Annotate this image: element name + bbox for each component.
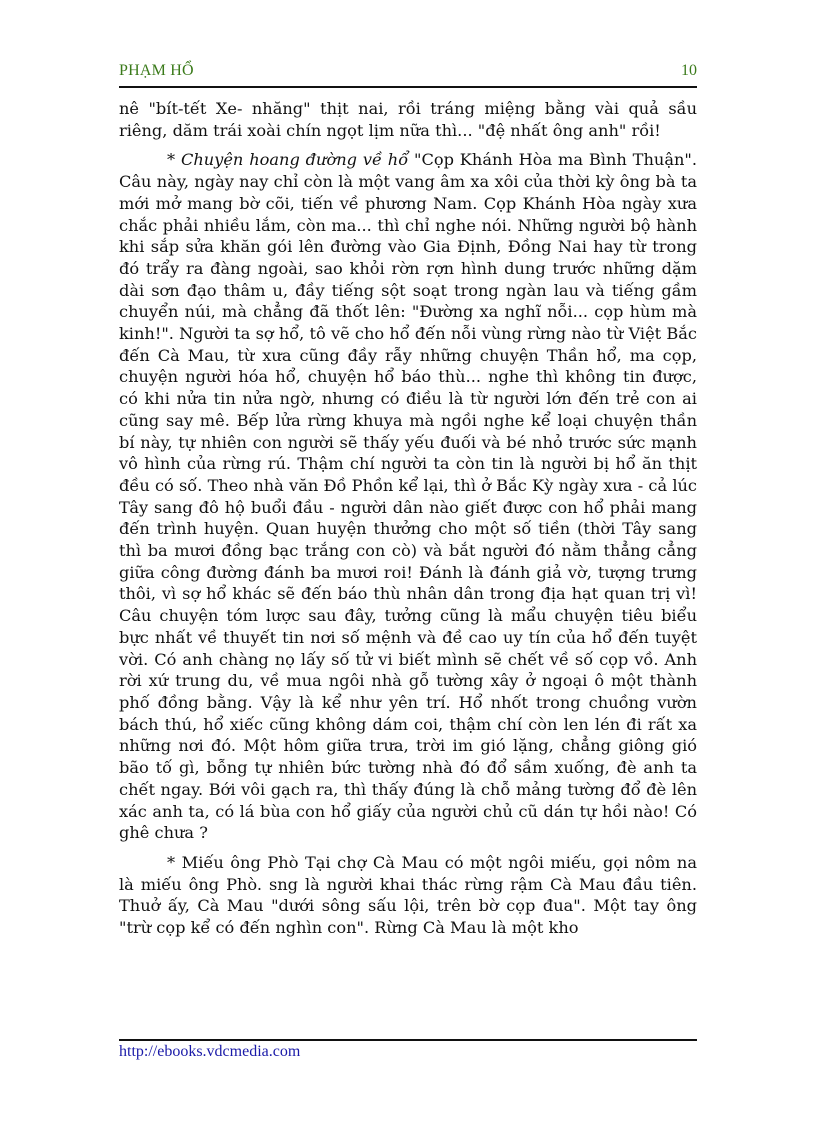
page-number: 10: [681, 62, 697, 79]
body-text: [119, 98, 697, 939]
paragraph-3: * Miếu ông Phò Tại chợ Cà Mau có một ngôi miếu, gọi nôm na là miếu ông Phò. sng là người khai thác rừng rậm Cà Mau đầu tiên. Thuở ấy, Cà Mau "dưới sông sấu lội, trên bờ cọp đua". Một tay ông "trừ cọp kể có đến nghìn con". Rừng Cà Mau là một kho: [119, 852, 697, 938]
paragraph-2-text: "Cọp Khánh Hòa ma Bình Thuận". Câu này, ngày nay chỉ còn là một vang âm xa xôi của thời kỳ ông bà ta mới mở mang bờ cõi, tiến về phương Nam. Cọp Khánh Hòa ngày xưa chắc phải nhiều lắm, còn ma... thì chỉ nghe nói. Những người bộ hành khi sắp sửa khăn gói lên đường vào Gia Định, Đồng Nai hay từ trong đó trẩy ra đàng ngoài, sao khỏi rờn rợn hình dung trước những dặm dài sơn đạo thâm u, đầy tiếng sột soạt trong ngàn lau và tiếng gầm chuyển núi, mà chẳng đã thốt lên: "Đường xa nghĩ nỗi... cọp hùm mà kinh!". Người ta sợ hổ, tô vẽ cho hổ đến nỗi vùng rừng nào từ Việt Bắc đến Cà Mau, từ xưa cũng đầy rẫy những chuyện Thần hổ, ma cọp, chuyện người hóa hổ, chuyện hổ báo thù... nghe thì không tin được, có khi nửa tin nửa ngờ, nhưng có điều là từ người lớn đến trẻ con ai cũng say mê. Bếp lửa rừng khuya mà ngồi nghe kể loại chuyện thần bí này, tự nhiên con người sẽ thấy yếu đuối và bé nhỏ trước sức mạnh vô hình của rừng rú. Thậm chí người ta còn tin là người bị hổ ăn thịt đều có số. Theo nhà văn Đồ Phồn kể lại, thì ở Bắc Kỳ ngày xưa - cả lúc Tây sang đô hộ buổi đầu - người dân nào giết được con hổ phải mang đến trình huyện. Quan huyện thưởng cho một số tiền (thời Tây sang thì ba mươi đồng bạc trắng con cò) và bắt người đó nằm thẳng cẳng giữa công đường đánh ba mươi roi! Đánh là đánh giả vờ, tượng trưng thôi, vì sợ hổ khác sẽ đến báo thù nhân dân trong địa hạt quan trị vì! Câu chuyện tóm lược sau đây, tưởng cũng là mẩu chuyện tiêu biểu bực nhất về thuyết tin nơi số mệnh và đề cao uy tín của hổ đến tuyệt vời. Có anh chàng nọ lấy số tử vi biết mình sẽ chết về số cọp vồ. Anh rời xứ trung du, về mua ngôi nhà gỗ tường xây ở ngoại ô một thành phố đồng bằng. Vậy là kể như yên trí. Hổ nhốt trong chuồng vườn bách thú, hổ xiếc cũng không dám coi, thậm chí còn len lén đi rất xa những nơi đó. Một hôm giữa trưa, trời im gió lặng, chẳng giông gió bão tố gì, bỗng tự nhiên bức tường nhà đó đổ sầm xuống, đè anh ta chết ngay. Bới vôi gạch ra, thì thấy đúng là chỗ mảng tường đổ đè lên xác anh ta, có lá bùa con hổ giấy của người chủ cũ dán tự hồi nào! Có ghê chưa ?: [119, 150, 697, 843]
header-divider: [119, 86, 697, 88]
paragraph-1: nê "bít-tết Xe- nhăng" thịt nai, rồi tráng miệng bằng vài quả sầu riêng, dăm trái xoài chín ngọt lịm nữa thì... "đệ nhất ông anh" rồi!: [119, 99, 697, 140]
paragraph-2: [119, 149, 697, 844]
page-header: [119, 62, 697, 84]
footer-divider: [119, 1039, 697, 1041]
paragraph-2-lead: * Chuyện hoang đường về hổ: [167, 150, 409, 170]
footer-link[interactable]: http://ebooks.vdcmedia.com: [119, 1043, 301, 1060]
header-title: PHẠM HỔ: [119, 62, 194, 79]
